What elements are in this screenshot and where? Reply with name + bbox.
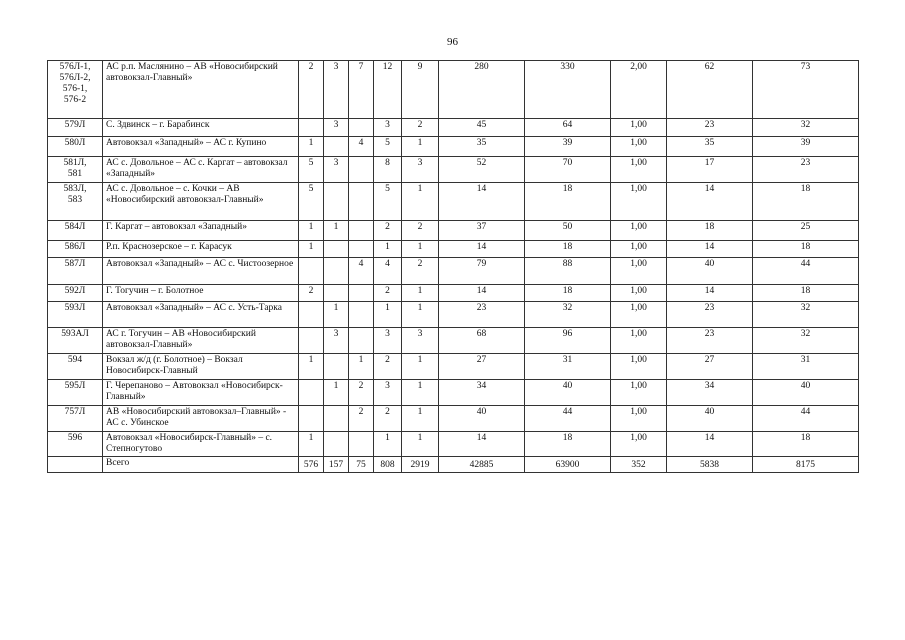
value-cell-7: 39 [525,137,611,157]
table-total-row [48,457,859,473]
value-cell-1 [299,258,324,285]
value-cell-10: 25 [753,221,859,241]
value-cell-7: 40 [525,380,611,406]
page-number: 96 [447,36,458,48]
value-cell-9: 23 [667,328,753,354]
value-cell-2: 3 [324,61,349,119]
value-cell-3: 2 [349,406,374,432]
value-cell-6: 27 [439,354,525,380]
value-cell-8: 1,00 [611,241,667,258]
route-code-cell: 593АЛ [48,328,103,354]
value-cell-1: 5 [299,157,324,183]
value-cell-5: 1 [402,241,439,258]
route-name-cell: Г. Тогучин – г. Болотное [103,285,299,302]
value-cell-1: 2 [299,61,324,119]
value-cell-10: 18 [753,241,859,258]
value-cell-8: 1,00 [611,432,667,457]
value-cell-8: 2,00 [611,61,667,119]
table-row [48,157,859,183]
value-cell-4: 2 [374,221,402,241]
value-cell-9: 62 [667,61,753,119]
route-name-cell: Г. Каргат – автовокзал «Западный» [103,221,299,241]
value-cell-8: 1,00 [611,354,667,380]
value-cell-9: 14 [667,432,753,457]
route-code-cell: 580Л [48,137,103,157]
route-name-cell: АС г. Тогучин – АВ «Новосибирский автовокзал-Главный» [103,328,299,354]
table-row [48,61,859,119]
value-cell-7: 44 [525,406,611,432]
value-cell-10: 39 [753,137,859,157]
table-row [48,221,859,241]
route-name-cell: Всего [103,457,299,473]
value-cell-1: 576 [299,457,324,473]
value-cell-6: 23 [439,302,525,328]
value-cell-7: 31 [525,354,611,380]
value-cell-3: 4 [349,137,374,157]
value-cell-6: 79 [439,258,525,285]
value-cell-6: 280 [439,61,525,119]
value-cell-10: 8175 [753,457,859,473]
route-code-cell: 592Л [48,285,103,302]
value-cell-4: 808 [374,457,402,473]
value-cell-3 [349,328,374,354]
route-code-cell: 587Л [48,258,103,285]
value-cell-2 [324,241,349,258]
value-cell-7: 18 [525,432,611,457]
value-cell-10: 23 [753,157,859,183]
value-cell-2: 3 [324,157,349,183]
route-code-cell: 579Л [48,119,103,137]
value-cell-6: 34 [439,380,525,406]
value-cell-8: 1,00 [611,157,667,183]
value-cell-6: 14 [439,183,525,221]
value-cell-1: 5 [299,183,324,221]
value-cell-5: 1 [402,380,439,406]
value-cell-9: 34 [667,380,753,406]
value-cell-7: 32 [525,302,611,328]
value-cell-1: 1 [299,241,324,258]
value-cell-7: 96 [525,328,611,354]
value-cell-6: 42885 [439,457,525,473]
value-cell-9: 5838 [667,457,753,473]
value-cell-8: 1,00 [611,137,667,157]
table-body [48,61,859,473]
value-cell-2: 157 [324,457,349,473]
table-row [48,119,859,137]
value-cell-3 [349,241,374,258]
value-cell-5: 1 [402,285,439,302]
value-cell-1 [299,302,324,328]
route-code-cell: 583Л, 583 [48,183,103,221]
value-cell-10: 40 [753,380,859,406]
value-cell-4: 2 [374,354,402,380]
value-cell-2 [324,354,349,380]
value-cell-5: 3 [402,157,439,183]
value-cell-6: 14 [439,241,525,258]
value-cell-6: 14 [439,285,525,302]
value-cell-10: 18 [753,183,859,221]
value-cell-5: 1 [402,432,439,457]
value-cell-4: 1 [374,302,402,328]
route-code-cell: 576Л-1, 576Л-2, 576-1, 576-2 [48,61,103,119]
value-cell-1: 1 [299,137,324,157]
value-cell-3: 1 [349,354,374,380]
route-name-cell: С. Здвинск – г. Барабинск [103,119,299,137]
value-cell-4: 3 [374,380,402,406]
value-cell-5: 1 [402,406,439,432]
value-cell-2: 1 [324,221,349,241]
value-cell-3: 2 [349,380,374,406]
routes-table [47,60,859,473]
value-cell-5: 2919 [402,457,439,473]
value-cell-3 [349,285,374,302]
value-cell-7: 18 [525,285,611,302]
value-cell-8: 1,00 [611,119,667,137]
value-cell-2: 3 [324,119,349,137]
value-cell-8: 1,00 [611,258,667,285]
value-cell-4: 2 [374,406,402,432]
value-cell-5: 1 [402,302,439,328]
value-cell-4: 2 [374,285,402,302]
value-cell-8: 352 [611,457,667,473]
value-cell-5: 1 [402,183,439,221]
value-cell-4: 3 [374,328,402,354]
value-cell-1 [299,328,324,354]
table-row [48,432,859,457]
value-cell-4: 8 [374,157,402,183]
value-cell-9: 27 [667,354,753,380]
value-cell-3 [349,221,374,241]
table-row [48,285,859,302]
value-cell-2: 3 [324,328,349,354]
table-row [48,354,859,380]
value-cell-8: 1,00 [611,406,667,432]
value-cell-3 [349,302,374,328]
value-cell-6: 37 [439,221,525,241]
value-cell-4: 5 [374,137,402,157]
value-cell-2 [324,258,349,285]
value-cell-9: 14 [667,241,753,258]
value-cell-9: 40 [667,258,753,285]
route-code-cell: 584Л [48,221,103,241]
route-name-cell: Автовокзал «Западный» – АС г. Купино [103,137,299,157]
value-cell-3 [349,432,374,457]
route-name-cell: Г. Черепаново – Автовокзал «Новосибирск-Главный» [103,380,299,406]
value-cell-4: 1 [374,432,402,457]
value-cell-8: 1,00 [611,302,667,328]
value-cell-5: 2 [402,119,439,137]
value-cell-9: 23 [667,119,753,137]
route-name-cell: Р.п. Краснозерское – г. Карасук [103,241,299,258]
table-row [48,241,859,258]
value-cell-7: 330 [525,61,611,119]
value-cell-7: 50 [525,221,611,241]
value-cell-1 [299,380,324,406]
value-cell-3 [349,183,374,221]
value-cell-2 [324,137,349,157]
route-code-cell: 586Л [48,241,103,258]
value-cell-10: 32 [753,328,859,354]
route-code-cell: 593Л [48,302,103,328]
table-row [48,302,859,328]
value-cell-6: 45 [439,119,525,137]
value-cell-6: 52 [439,157,525,183]
route-name-cell: Автовокзал «Западный» – АС с. Чистоозерное [103,258,299,285]
value-cell-2: 1 [324,380,349,406]
value-cell-5: 2 [402,221,439,241]
route-name-cell: АС с. Довольное – АС с. Каргат – автовокзал «Западный» [103,157,299,183]
value-cell-5: 2 [402,258,439,285]
value-cell-1: 1 [299,354,324,380]
value-cell-8: 1,00 [611,328,667,354]
table-row [48,258,859,285]
value-cell-9: 14 [667,183,753,221]
route-name-cell: АС с. Довольное – с. Кочки – АВ «Новосибирский автовокзал-Главный» [103,183,299,221]
route-name-cell: АС р.п. Маслянино – АВ «Новосибирский автовокзал-Главный» [103,61,299,119]
route-code-cell: 596 [48,432,103,457]
value-cell-2 [324,285,349,302]
value-cell-10: 32 [753,302,859,328]
value-cell-7: 88 [525,258,611,285]
value-cell-1: 1 [299,432,324,457]
value-cell-4: 12 [374,61,402,119]
value-cell-10: 18 [753,432,859,457]
value-cell-3: 4 [349,258,374,285]
value-cell-5: 3 [402,328,439,354]
table-row [48,328,859,354]
route-name-cell: АВ «Новосибирский автовокзал–Главный» - АС с. Убинское [103,406,299,432]
table-row [48,406,859,432]
value-cell-7: 18 [525,183,611,221]
route-code-cell: 757Л [48,406,103,432]
value-cell-8: 1,00 [611,380,667,406]
value-cell-3: 7 [349,61,374,119]
value-cell-5: 1 [402,354,439,380]
value-cell-4: 4 [374,258,402,285]
value-cell-9: 14 [667,285,753,302]
value-cell-5: 9 [402,61,439,119]
route-name-cell: Автовокзал «Новосибирск-Главный» – с. Степногутово [103,432,299,457]
route-code-cell [48,457,103,473]
value-cell-10: 44 [753,258,859,285]
value-cell-1: 1 [299,221,324,241]
table-row [48,380,859,406]
value-cell-9: 17 [667,157,753,183]
value-cell-9: 18 [667,221,753,241]
value-cell-6: 40 [439,406,525,432]
value-cell-9: 35 [667,137,753,157]
table-row [48,183,859,221]
value-cell-8: 1,00 [611,221,667,241]
value-cell-7: 63900 [525,457,611,473]
value-cell-10: 18 [753,285,859,302]
value-cell-3: 75 [349,457,374,473]
value-cell-4: 1 [374,241,402,258]
table-row [48,137,859,157]
route-code-cell: 594 [48,354,103,380]
value-cell-2 [324,432,349,457]
value-cell-9: 40 [667,406,753,432]
value-cell-1 [299,119,324,137]
value-cell-4: 3 [374,119,402,137]
value-cell-7: 64 [525,119,611,137]
value-cell-2: 1 [324,302,349,328]
value-cell-2 [324,183,349,221]
value-cell-6: 14 [439,432,525,457]
value-cell-8: 1,00 [611,183,667,221]
value-cell-5: 1 [402,137,439,157]
route-code-cell: 581Л, 581 [48,157,103,183]
value-cell-6: 35 [439,137,525,157]
value-cell-10: 32 [753,119,859,137]
value-cell-4: 5 [374,183,402,221]
value-cell-10: 31 [753,354,859,380]
value-cell-2 [324,406,349,432]
route-name-cell: Автовокзал «Западный» – АС с. Усть-Тарка [103,302,299,328]
value-cell-3 [349,157,374,183]
value-cell-1: 2 [299,285,324,302]
value-cell-1 [299,406,324,432]
value-cell-8: 1,00 [611,285,667,302]
value-cell-7: 70 [525,157,611,183]
value-cell-10: 44 [753,406,859,432]
route-name-cell: Вокзал ж/д (г. Болотное) – Вокзал Новосибирск-Главный [103,354,299,380]
value-cell-6: 68 [439,328,525,354]
route-code-cell: 595Л [48,380,103,406]
value-cell-10: 73 [753,61,859,119]
value-cell-3 [349,119,374,137]
value-cell-7: 18 [525,241,611,258]
value-cell-9: 23 [667,302,753,328]
